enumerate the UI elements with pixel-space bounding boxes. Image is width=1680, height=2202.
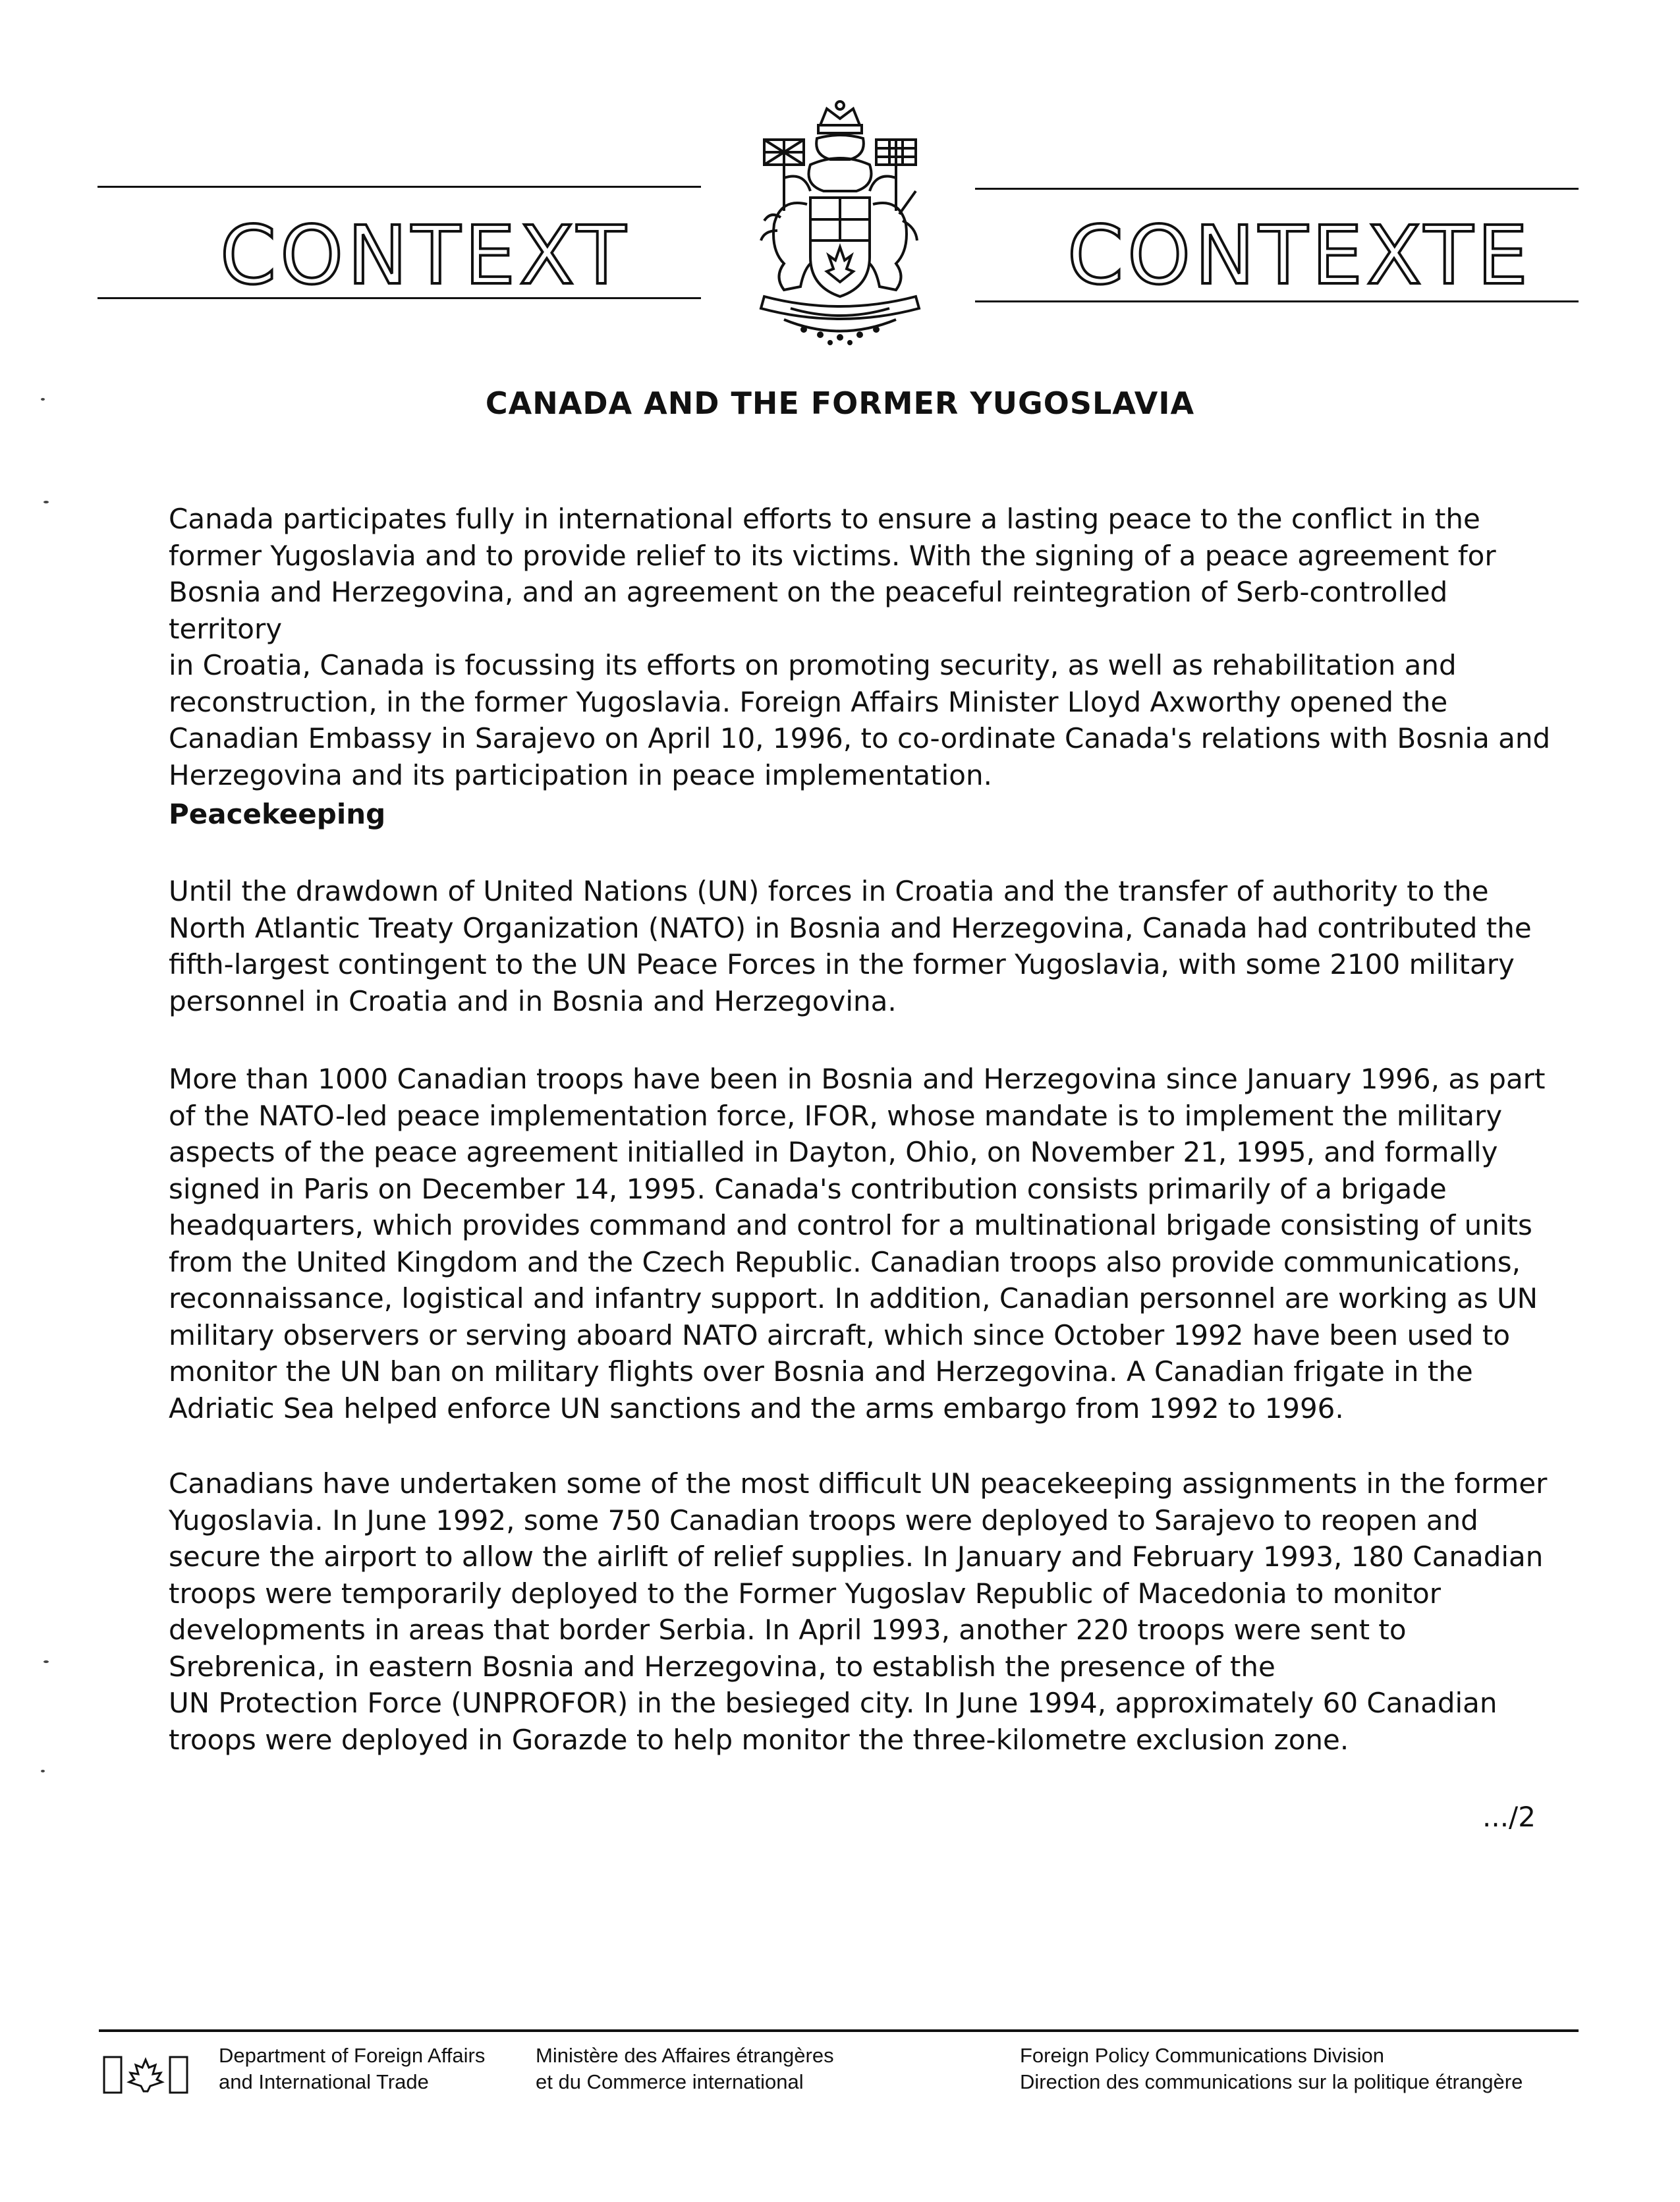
scan-speck xyxy=(43,501,49,503)
body-paragraph: More than 1000 Canadian troops have been in Bosnia and Herzegovina since January 1996, as part of the NATO-led peace implementation force, IFOR, whose mandate is to implement the military aspects of the peace agreement initialled in Dayton, Ohio, on November 21, 1995, and formally signed in Paris on December 14, 1995. Canada's contribution consists primarily of a brigade headquarters, which provides command and control for a multinational brigade consisting of units from the United Kingdom and the Czech Republic. Canadian troops also provide communications, reconnaissance, logistical and infantry support. In addition, Canadian personnel are working as UN military observers or serving aboard NATO aircraft, which since October 1992 have been used to monitor the UN ban on military flights over Bosnia and Herzegovina. A Canadian frigate in the Adriatic Sea helped enforce UN sanctions and the arms embargo from 1992 to 1996. xyxy=(169,1063,1546,1425)
body-paragraph: Canadians have undertaken some of the most difficult UN peacekeeping assignments in the former Yugoslavia. In June 1992, some 750 Canadian troops were deployed to Sarajevo to reopen and secure the airport to allow the airlift of relief supplies. In January and February 1993, 180 Canadian troops were temporarily deployed to the Former Yugoslav Republic of Macedonia to monitor developments in areas that border Serbia. In April 1993, another 220 troops were sent to Srebrenica, in eastern Bosnia and Herzegovina, to establish the presence of the UN Protection Force (UNPROFOR) in the besieged city. In June 1994, approximately 60 Canadian troops were deployed in Gorazde to help monitor the three-kilometre exclusion zone. xyxy=(169,1467,1548,1756)
footer-department-fr-line2: et du Commerce international xyxy=(536,2070,804,2093)
footer-department-en-line2: and International Trade xyxy=(219,2070,429,2093)
footer-division xyxy=(1020,2043,1523,2095)
header-rule-right-top xyxy=(975,188,1579,190)
coat-of-arms-icon xyxy=(744,99,936,349)
page-continuation: .../2 xyxy=(1482,1801,1536,1833)
body-paragraph: Until the drawdown of United Nations (UN) forces in Croatia and the transfer of authority to the North Atlantic Treaty Organization (NATO) in Bosnia and Herzegovina, Canada had contributed the fifth-largest contingent to the UN Peace Forces in the former Yugoslavia, with some 2100 military personnel in Croatia and in Bosnia and Herzegovina. xyxy=(169,875,1532,1017)
section-heading: Peacekeeping xyxy=(169,798,386,830)
context-heading-en: CONTEXT xyxy=(220,209,630,302)
footer-division-fr: Direction des communications sur la politique étrangère xyxy=(1020,2070,1523,2093)
page-title: CANADA AND THE FORMER YUGOSLAVIA xyxy=(485,385,1195,421)
scan-speck xyxy=(41,1770,45,1772)
context-heading-fr: CONTEXTE xyxy=(1067,209,1532,302)
footer-department-en-line1: Department of Foreign Affairs xyxy=(219,2044,486,2067)
header-rule-left-top xyxy=(98,186,701,188)
footer-department-fr xyxy=(536,2043,834,2095)
scan-speck xyxy=(41,398,45,401)
canada-flag-wordmark-icon xyxy=(103,2054,188,2095)
footer-department-en xyxy=(219,2043,485,2095)
footer-division-en: Foreign Policy Communications Division xyxy=(1020,2044,1385,2067)
scan-speck xyxy=(43,1660,49,1663)
footer-department-fr-line1: Ministère des Affaires étrangères xyxy=(536,2044,834,2067)
intro-paragraph: Canada participates fully in international efforts to ensure a lasting peace to the conflict in the former Yugoslavia and to provide relief to its victims. With the signing of a peace agreement for Bosnia and Herzegovina, and an agreement on the peaceful reintegration of Serb-controlled territory in Croatia, Canada is focussing its efforts on promoting security, as well as rehabilitation and reconstruction, in the former Yugoslavia. Foreign Affairs Minister Lloyd Axworthy opened the Canadian Embassy in Sarajevo on April 10, 1996, to co-ordinate Canada's relations with Bosnia and Herzegovina and its participation in peace implementation. xyxy=(169,503,1551,791)
footer-rule xyxy=(99,2029,1579,2032)
